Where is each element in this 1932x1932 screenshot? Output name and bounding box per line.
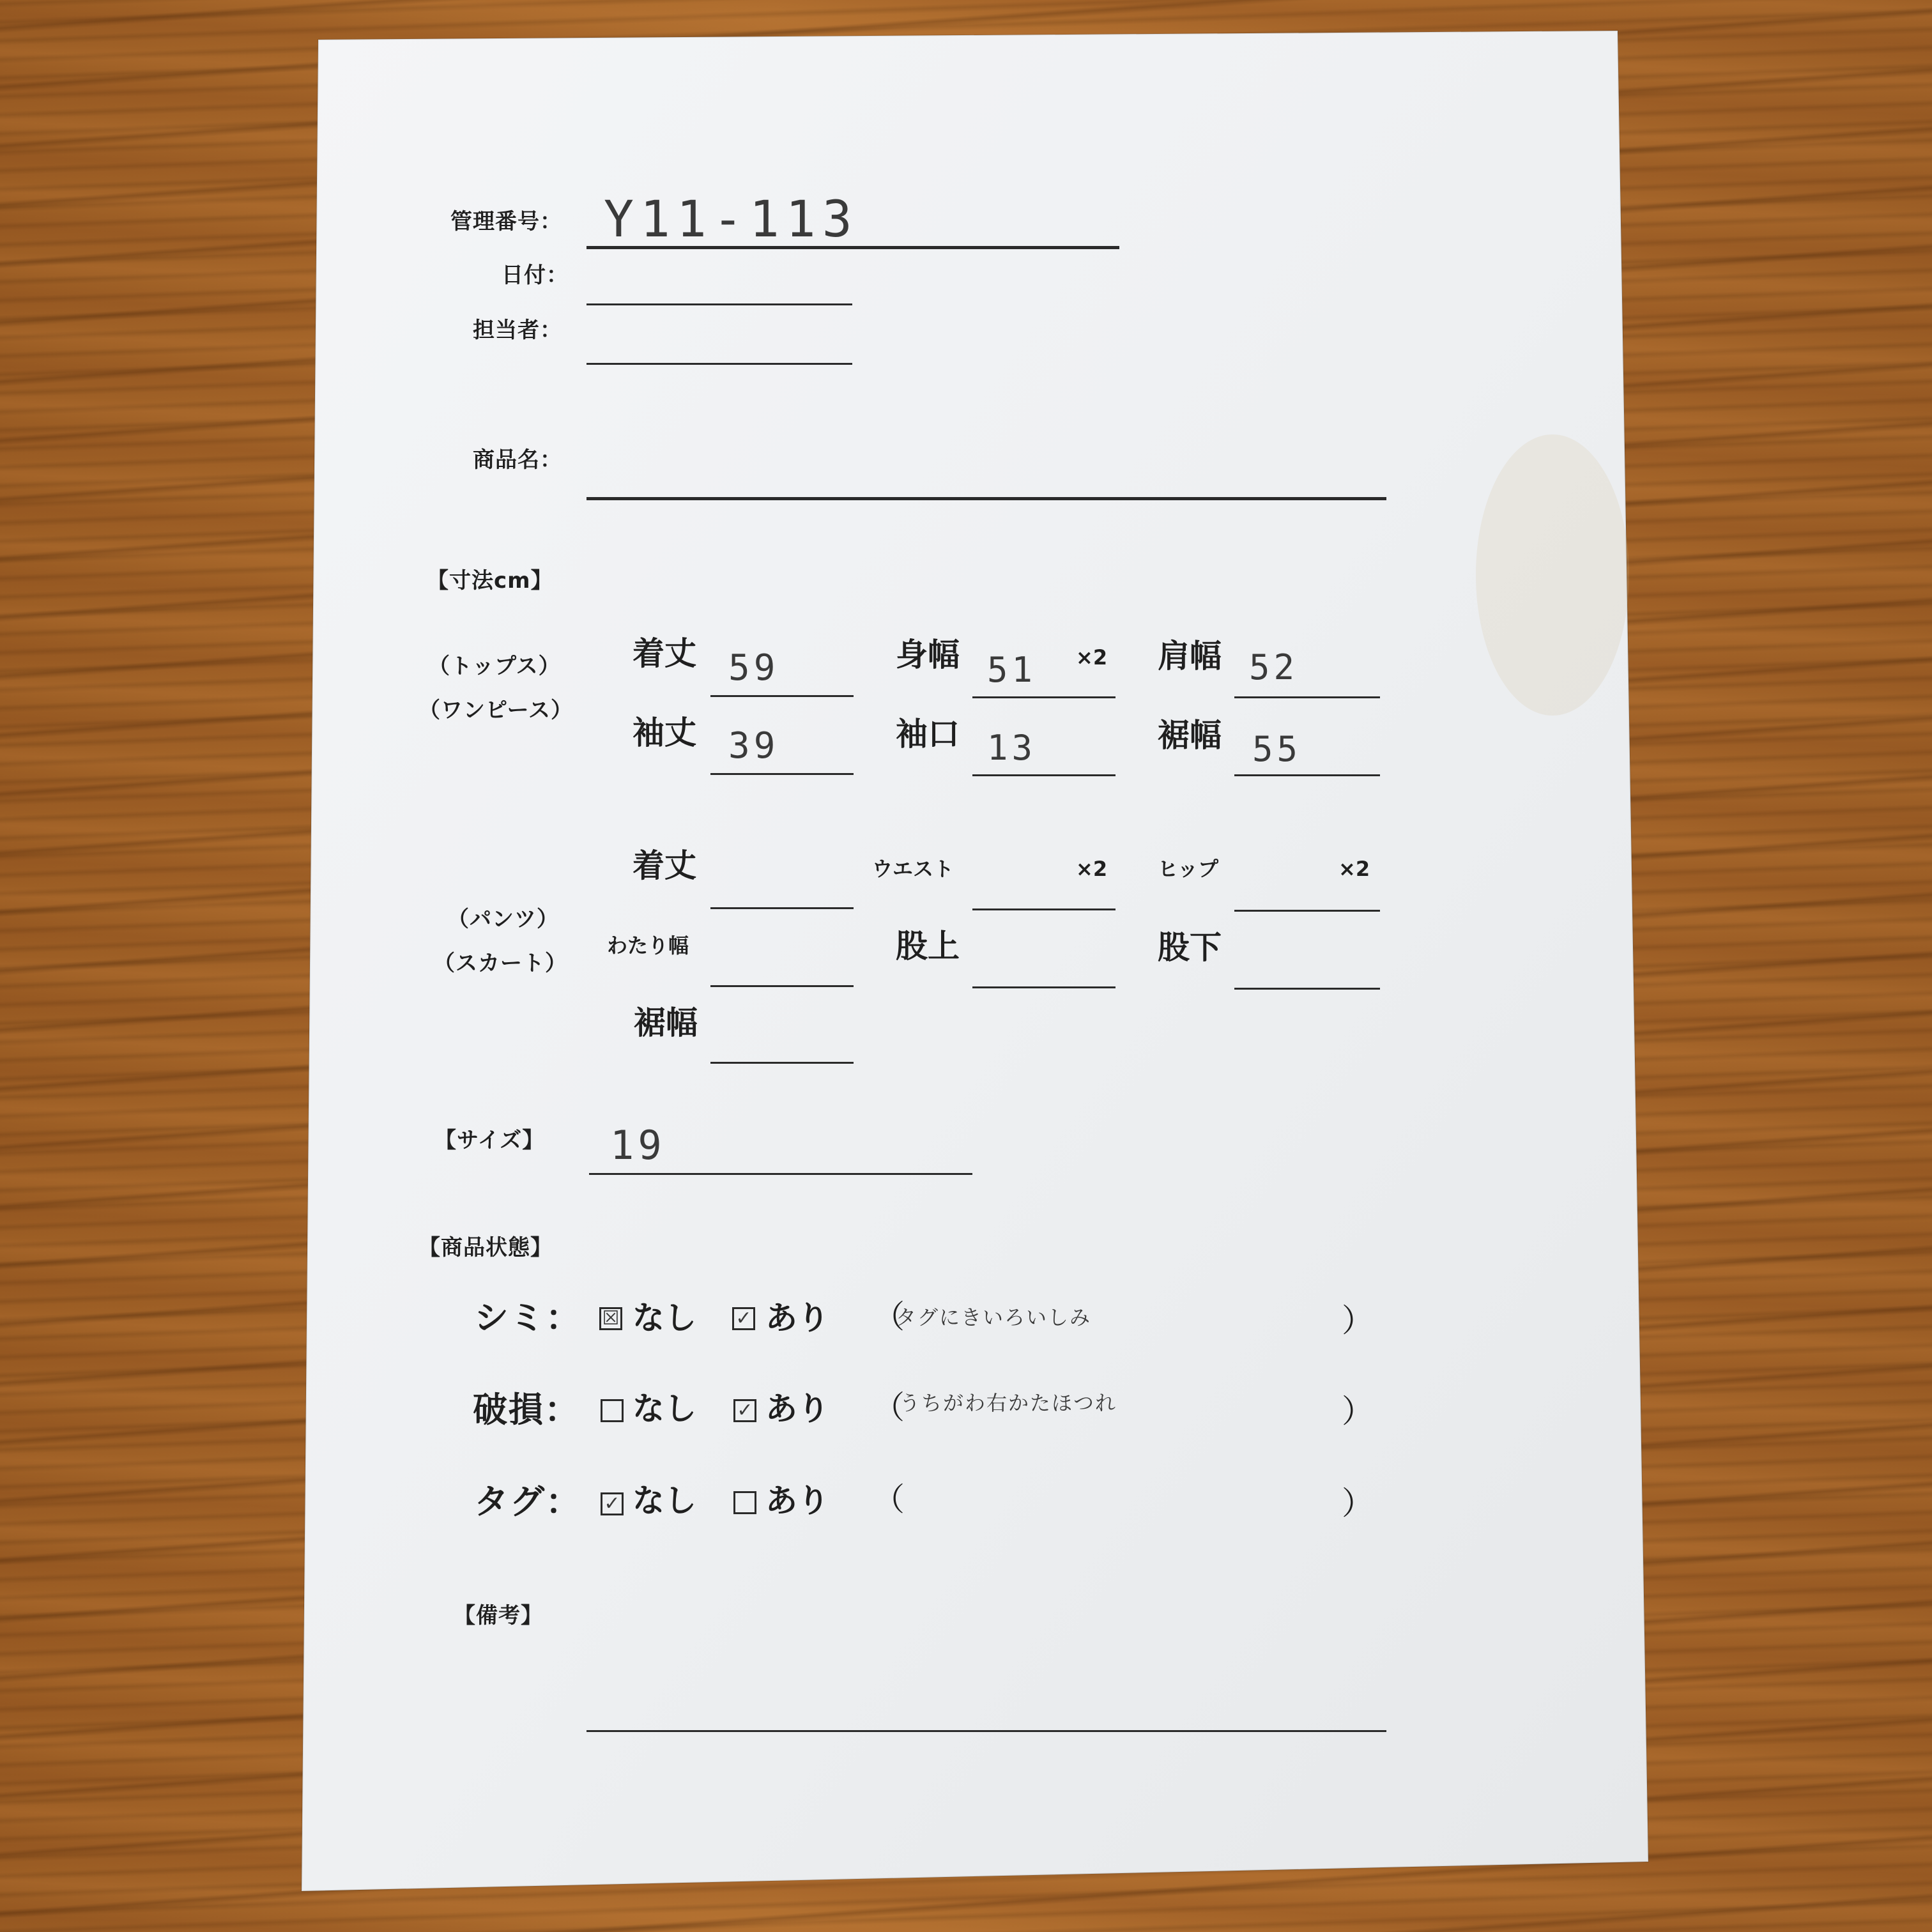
bottoms-waist-multiplier: ×2 [1076, 857, 1108, 881]
damage-note-close-paren: ） [1342, 1393, 1374, 1430]
control-number-value: Y11-113 [604, 191, 859, 249]
skirt-group-label: （スカート） [433, 951, 567, 976]
tag-yes-checkbox[interactable] [733, 1491, 756, 1514]
tag-note-open-paren: （ [873, 1481, 905, 1518]
size-line [589, 1173, 972, 1175]
size-value: 19 [610, 1122, 666, 1169]
tops-shoulder-value: 52 [1249, 647, 1299, 687]
damage-note-open-paren: （ [873, 1389, 905, 1426]
tops-length-line [710, 695, 854, 697]
tag-note-close-paren: ） [1342, 1485, 1374, 1522]
condition-section-title: 【商品状態】 [418, 1235, 553, 1261]
tag-none-checkbox[interactable]: ✓ [601, 1492, 624, 1515]
bottoms-thigh-line [710, 985, 854, 987]
bottoms-inseam-line [1234, 988, 1380, 990]
date-label: 日付： [502, 263, 569, 288]
bottoms-hip-label: ヒップ [1158, 857, 1219, 881]
tops-sleeve-value: 39 [728, 725, 779, 767]
stain-yes-checkbox[interactable]: ✓ [732, 1307, 755, 1330]
pants-group-label: （パンツ） [447, 907, 559, 932]
control-number-label: 管理番号： [450, 209, 562, 234]
tops-cuff-label: 袖口 [896, 716, 960, 753]
bottoms-rise-line [972, 986, 1116, 988]
bottoms-hip-line [1234, 910, 1380, 912]
dimensions-section-title: 【寸法cm】 [427, 568, 553, 594]
tops-body-width-value: 51 [987, 650, 1037, 690]
tops-body-width-label: 身幅 [896, 636, 960, 673]
tag-none-label: なし [632, 1482, 696, 1519]
damage-label: 破損： [473, 1390, 580, 1430]
tag-yes-label: あり [765, 1482, 829, 1519]
damage-yes-checkbox[interactable]: ✓ [733, 1399, 756, 1422]
tops-hem-line [1234, 774, 1380, 776]
onepiece-group-label: （ワンピース） [418, 698, 573, 723]
stain-yes-label: あり [765, 1300, 829, 1337]
stain-label: シミ： [474, 1298, 581, 1338]
tops-hem-value: 55 [1252, 729, 1302, 769]
stain-note: タグにきいろいしみ [896, 1305, 1092, 1330]
tag-label: タグ： [474, 1482, 581, 1522]
tops-shoulder-label: 肩幅 [1158, 638, 1222, 675]
size-label: 【サイズ】 [434, 1128, 545, 1153]
bottoms-rise-label: 股上 [896, 928, 960, 965]
date-line [586, 303, 852, 305]
control-number-line [586, 246, 1119, 249]
product-name-label: 商品名： [473, 447, 562, 473]
bottoms-hem-line [710, 1062, 854, 1064]
bottoms-waist-line [972, 908, 1116, 910]
product-name-line [586, 497, 1386, 500]
tops-sleeve-label: 袖丈 [632, 714, 696, 751]
stain-note-open-paren: （ [873, 1298, 905, 1335]
bottoms-inseam-label: 股下 [1158, 929, 1222, 966]
bottoms-length-label: 着丈 [632, 847, 696, 884]
tops-sleeve-line [710, 773, 854, 775]
bottoms-waist-label: ウエスト [872, 857, 954, 881]
tops-length-label: 着丈 [632, 635, 696, 672]
remarks-label: 【備考】 [454, 1603, 543, 1629]
tops-group-label: （トップス） [428, 654, 561, 679]
tops-cuff-value: 13 [987, 728, 1037, 768]
damage-none-label: なし [632, 1390, 696, 1427]
tops-shoulder-line [1234, 696, 1380, 698]
damage-none-checkbox[interactable] [601, 1399, 624, 1422]
bottoms-hip-multiplier: ×2 [1338, 857, 1370, 881]
stain-note-close-paren: ） [1342, 1302, 1374, 1339]
tops-body-width-line [972, 696, 1116, 698]
tops-length-value: 59 [728, 647, 779, 689]
remarks-line [586, 1730, 1386, 1732]
staff-label: 担当者： [473, 318, 562, 343]
tops-cuff-line [972, 774, 1116, 776]
bottoms-thigh-label: わたり幅 [607, 933, 689, 958]
damage-yes-label: あり [765, 1390, 829, 1427]
bottoms-length-line [710, 907, 854, 909]
damage-note: うちがわ右かたほつれ [900, 1391, 1117, 1415]
staff-line [586, 363, 852, 365]
tops-hem-label: 裾幅 [1158, 717, 1222, 754]
tops-body-width-multiplier: ×2 [1076, 645, 1108, 670]
stain-none-label: なし [632, 1300, 696, 1337]
stain-none-checkbox[interactable]: ☒ [599, 1307, 622, 1330]
bottoms-hem-label: 裾幅 [634, 1004, 698, 1041]
